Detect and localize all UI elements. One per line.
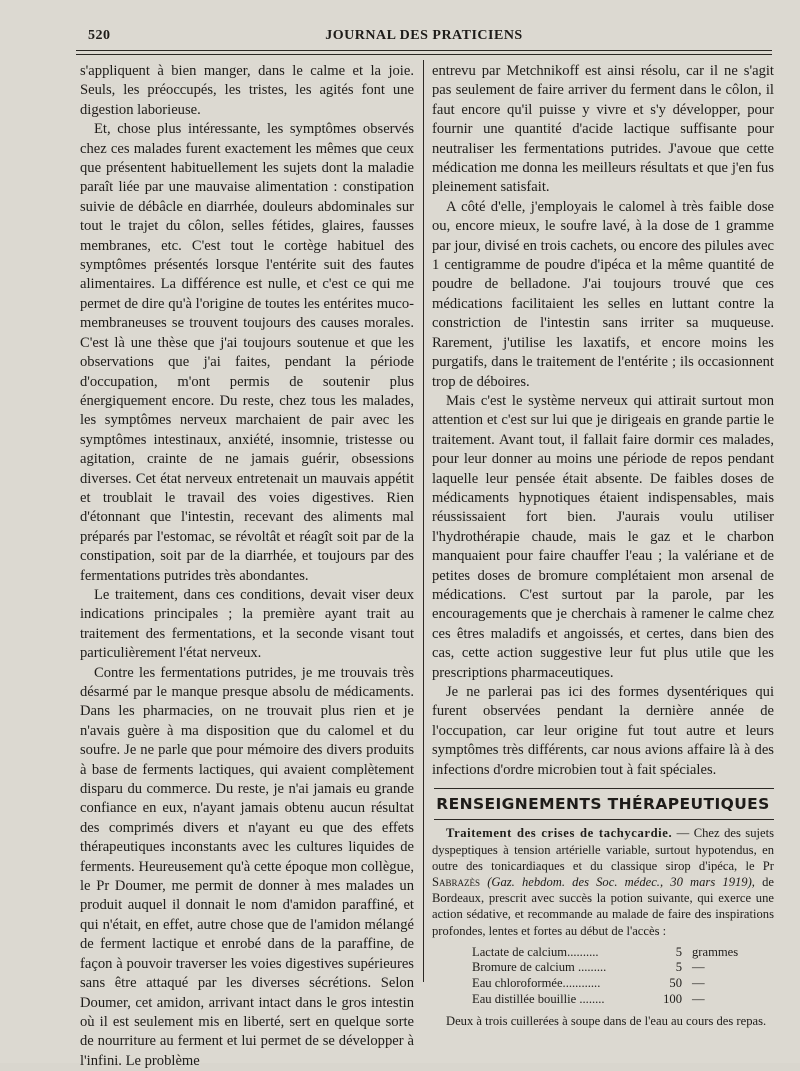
formula-row: [472, 992, 774, 1008]
ingredient-unit: —: [692, 976, 705, 991]
ingredient-unit: —: [692, 991, 705, 1006]
ingredient-quantity: 50: [669, 976, 682, 991]
ingredient-quantity: 5: [675, 960, 682, 975]
header-rule-secondary: [76, 54, 772, 55]
right-column: [432, 62, 774, 1029]
page-number: 520: [88, 28, 111, 43]
journal-reference: (Gaz. hebdom. des Soc. médec., 30 mars 1919),: [487, 875, 755, 890]
ingredient-name: Eau distillée bouillie ........: [472, 991, 605, 1006]
left-column: [80, 62, 414, 1071]
formula-row: [472, 960, 774, 976]
paragraph: Et, chose plus intéressante, les symptômes observés chez ces malades furent exactement les mêmes que ceux que présentent habituellement les sujets dont la maladie paraît liée par une mauvaise alimentation : constipation suivie de débâcle en diarrhée, douleurs abdominales sur tout le trajet du côlon, selles fétides, glaires, fausses membranes, etc. C'est tout le cortège habituel des symptômes présentés lorsque l'entérite suit des fautes alimentaires. La différence est nulle, et c'est ce qui me permet de dire qu'à l'origine de toutes les entérites muco-membraneuses se trouvent toujours des causes morales. C'est là une thèse que j'ai toujours soutenue et que les observations que j'ai faites, pendant la période d'occupation, m'ont permis de soutenir plus énergiquement encore. Du reste, chez tous les malades, les symptômes nerveux marchaient de pair avec les symptômes intestinaux, anxiété, insomnie, tristesse ou agitation, crainte de ne jamais guérir, obsessions diverses. Cet état nerveux entretenait un mauvais appétit et troublait le travail des voies digestives. Rien d'étonnant que l'intestin, recevant des aliments mal préparés par l'estomac, se révoltât et réagît soit par de la constipation, soit par de la diarrhée, et toujours par des fermentations putrides très abondantes.: [80, 121, 414, 584]
section-rule: [434, 819, 774, 820]
paragraph: Mais c'est le système nerveux qui attirait surtout mon attention et c'est sur lui que je dirigeais en grande partie le traitement. Avant tout, il fallait faire dormir ces malades, pour leur donner au moins une période de repos pendant laquelle leur pensée était absente. De faibles doses de médicaments hypnotiques étaient indispensables, mais réussissaient fort bien. J'aurais voulu utiliser l'hydrothérapie chaude, mais le gaz et le charbon manquaient pour faire chauffer l'eau ; la valériane et de petites doses de bromure complétaient mon arsenal de médications. C'est surtout par la parole, par les encouragements que je cherchais à ramener le calme chez ces êtres maladifs et angoissés, et certes, dans bien des cas, cette action suggestive leur fut plus utile que les prescriptions pharmaceutiques.: [432, 392, 774, 681]
ingredient-unit: grammes: [692, 944, 739, 959]
ingredient-name: Eau chloroformée............: [472, 976, 601, 991]
section-title: RENSEIGNEMENTS THÉRAPEUTIQUES: [436, 795, 770, 814]
prescription-formula: [472, 945, 774, 1007]
ingredient-name: Lactate de calcium..........: [472, 944, 599, 959]
header-rule: [76, 50, 772, 51]
therapeutic-note: [432, 825, 774, 938]
paragraph: entrevu par Metchnikoff est ainsi résolu, car il ne s'agit pas seulement de faire arriver du ferment dans le côlon, il faut encore qu'il puisse y vivre et s'y développer, pour fournir une quantité d'acide lactique suffisante pour neutraliser les fermentations putrides. J'avoue que cette médication me donna les meilleurs résultats et que j'en fus pleinement satisfait.: [432, 63, 774, 196]
paragraph: Contre les fermentations putrides, je me trouvais très désarmé par le manque presque absolu de médicaments. Dans les pharmacies, on ne trouvait plus rien et je n'avais guère à ma disposition que du calomel et du soufre. Je ne parle que pour mémoire des divers produits à base de ferments lactiques, qui avaient complètement disparu du commerce. Du reste, je n'ai jamais eu grande confiance en eux, n'ayant jamais obtenu aucun résultat des comprimés divers et n'ayant eu que des effets thérapeutiques inconstants avec les cultures liquides de ferments. Heureusement qu'à cette époque mon collègue, le Pr Doumer, me permit de donner à mes malades un produit auquel il donnait le nom d'amidon paraffiné, et qui n'était, en effet, autre chose que de l'amidon mélangé de ferment lactique et enrobé dans de la paraffine, de façon à pouvoir traverser les voies digestives supérieures sans être attaqué par les diverses sécrétions. Selon Doumer, cet amidon, arrivant intact dans le gros intestin où il est seulement mis en liberté, sert en quelque sorte de nourriture au ferment et lui permet de se développer à l'infini. Le problème: [80, 664, 414, 1069]
note-text: de Bordeaux, prescrit avec succès la potion suivante, qui exerce une action sédative, et recommande au malade de faire des inspirations profondes, lentes et fortes au début de l'accès :: [432, 875, 774, 938]
ingredient-quantity: 100: [663, 991, 682, 1006]
formula-row: [472, 945, 774, 961]
paragraph: s'appliquent à bien manger, dans le calme et la joie. Seuls, les préoccupés, les tristes, les agités font une digestion laborieuse.: [80, 63, 414, 118]
note-text: — Chez des sujets dyspeptiques à tension artérielle variable, surtout hypotendus, en outre des tonicardiaques et du classique sirop d'ipéca, le Pr: [432, 826, 774, 873]
note-heading: Traitement des crises de tachycardie.: [446, 826, 673, 841]
paragraph: Le traitement, dans ces conditions, devait viser deux indications principales ; la première ayant trait au traitement des fermentations, et la seconde visant tout particulièrement l'état nerveux.: [80, 586, 414, 662]
journal-title: JOURNAL DES PRATICIENS: [325, 28, 523, 43]
author-name: Sabrazès: [432, 875, 481, 890]
ingredient-unit: —: [692, 960, 705, 975]
column-divider: [423, 60, 424, 982]
formula-row: [472, 976, 774, 992]
paragraph: Je ne parlerai pas ici des formes dysentériques qui furent observées pendant la dernière année de l'occupation, car leur origine fut tout autre et leurs symptômes très différents, car nous avions affaire là à des infections d'ordre microbien tout à fait spéciales.: [432, 684, 774, 778]
ingredient-quantity: 5: [675, 944, 682, 959]
ingredient-name: Bromure de calcium .........: [472, 960, 607, 975]
running-header: [76, 24, 772, 50]
paragraph: A côté d'elle, j'employais le calomel à très faible dose ou, encore mieux, le soufre lavé, à la dose de 1 gramme par jour, divisé en trois cachets, ou encore des pilules avec 1 centigramme de poudre d'ipéca et la même quantité de poudre de belladone. J'ai toujours trouvé que ces médications facilitaient les selles en luttant contre la constriction de l'intestin sans irriter sa muqueuse. Rarement, j'utilise les laxatifs, et encore moins les purgatifs, dans le traitement de l'entérite ; ils occasionnent trop de déboires.: [432, 198, 774, 390]
section-rule: [434, 788, 774, 789]
dosage-instructions: Deux à trois cuillerées à soupe dans de l'eau au cours des repas.: [446, 1014, 767, 1029]
